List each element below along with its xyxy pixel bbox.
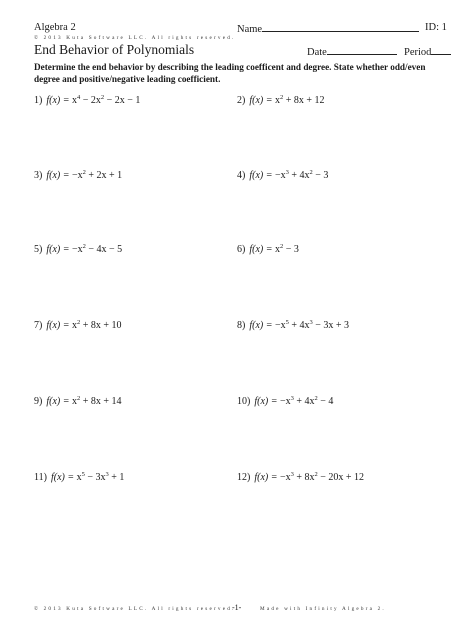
function-lhs: f(x) = <box>46 396 72 407</box>
polynomial-expression: $x^2 - 3$ <box>274 243 299 255</box>
polynomial-expression: $-x^3 + 4x^2 - 4$ <box>279 395 334 407</box>
function-lhs: f(x) = <box>249 320 275 331</box>
function-lhs: f(x) = <box>50 472 77 483</box>
function-lhs: f(x) = <box>254 396 280 407</box>
problem-number: 10) <box>237 396 251 407</box>
period-blank[interactable] <box>431 45 451 55</box>
name-label: Name <box>237 24 263 35</box>
page-number: -1- <box>232 603 242 612</box>
function-lhs: f(x) = <box>46 95 72 106</box>
instructions: Determine the end behavior by describing the leading coefficent and degree. State whether odd/even degree and positive/negative leading coefficient. <box>34 62 426 84</box>
problem-number: 5) <box>34 244 43 255</box>
footer-copyright: © 2013 Kuta Software LLC. All rights reserved. <box>34 606 236 612</box>
problem-7 <box>34 320 122 331</box>
problem-1 <box>34 95 140 106</box>
polynomial-expression: $-x^2 + 2x + 1$ <box>71 169 123 181</box>
period-label: Period <box>404 47 432 58</box>
problem-6 <box>237 244 299 255</box>
polynomial-expression: $x^2 + 8x + 10$ <box>71 319 122 331</box>
problem-4 <box>237 170 328 181</box>
function-lhs: f(x) = <box>254 472 280 483</box>
course-name: Algebra 2 <box>34 22 76 33</box>
problem-number: 8) <box>237 320 246 331</box>
polynomial-expression: $x^2 + 8x + 14$ <box>71 395 122 407</box>
problem-5 <box>34 244 122 255</box>
name-field[interactable] <box>237 22 419 35</box>
polynomial-expression: $-x^3 + 8x^2 - 20x + 12$ <box>279 471 365 483</box>
function-lhs: f(x) = <box>46 244 72 255</box>
problem-12 <box>237 472 364 483</box>
footer-made-with: Made with Infinity Algebra 2. <box>260 606 386 612</box>
date-label: Date <box>307 47 327 58</box>
function-lhs: f(x) = <box>46 170 72 181</box>
problem-2 <box>237 95 325 106</box>
name-blank[interactable] <box>262 22 419 32</box>
function-lhs: f(x) = <box>46 320 72 331</box>
polynomial-expression: $x^4 - 2x^2 - 2x - 1$ <box>71 94 141 106</box>
polynomial-expression: $-x^5 + 4x^3 - 3x + 3$ <box>274 319 350 331</box>
problem-number: 4) <box>237 170 246 181</box>
problem-3 <box>34 170 122 181</box>
function-lhs: f(x) = <box>249 95 275 106</box>
date-blank[interactable] <box>327 45 397 55</box>
worksheet-id: ID: 1 <box>425 22 447 33</box>
polynomial-expression: $-x^2 - 4x - 5$ <box>71 243 123 255</box>
problem-number: 2) <box>237 95 246 106</box>
page-title: End Behavior of Polynomials <box>34 42 195 57</box>
problem-number: 6) <box>237 244 246 255</box>
polynomial-expression: $-x^3 + 4x^2 - 3$ <box>274 169 329 181</box>
problem-number: 3) <box>34 170 43 181</box>
header-copyright: © 2013 Kuta Software LLC. All rights reserved. <box>34 35 236 41</box>
problem-8 <box>237 320 349 331</box>
problem-10 <box>237 396 333 407</box>
problem-number: 9) <box>34 396 43 407</box>
function-lhs: f(x) = <box>249 244 275 255</box>
polynomial-expression: $x^5 - 3x^3 + 1$ <box>76 471 125 483</box>
polynomial-expression: $x^2 + 8x + 12$ <box>274 94 325 106</box>
problem-number: 7) <box>34 320 43 331</box>
problem-number: 12) <box>237 472 251 483</box>
problem-9 <box>34 396 122 407</box>
problem-number: 11) <box>34 472 47 483</box>
period-field[interactable] <box>404 45 451 58</box>
date-field[interactable] <box>307 45 397 58</box>
function-lhs: f(x) = <box>249 170 275 181</box>
problem-number: 1) <box>34 95 43 106</box>
problem-11 <box>34 472 124 483</box>
